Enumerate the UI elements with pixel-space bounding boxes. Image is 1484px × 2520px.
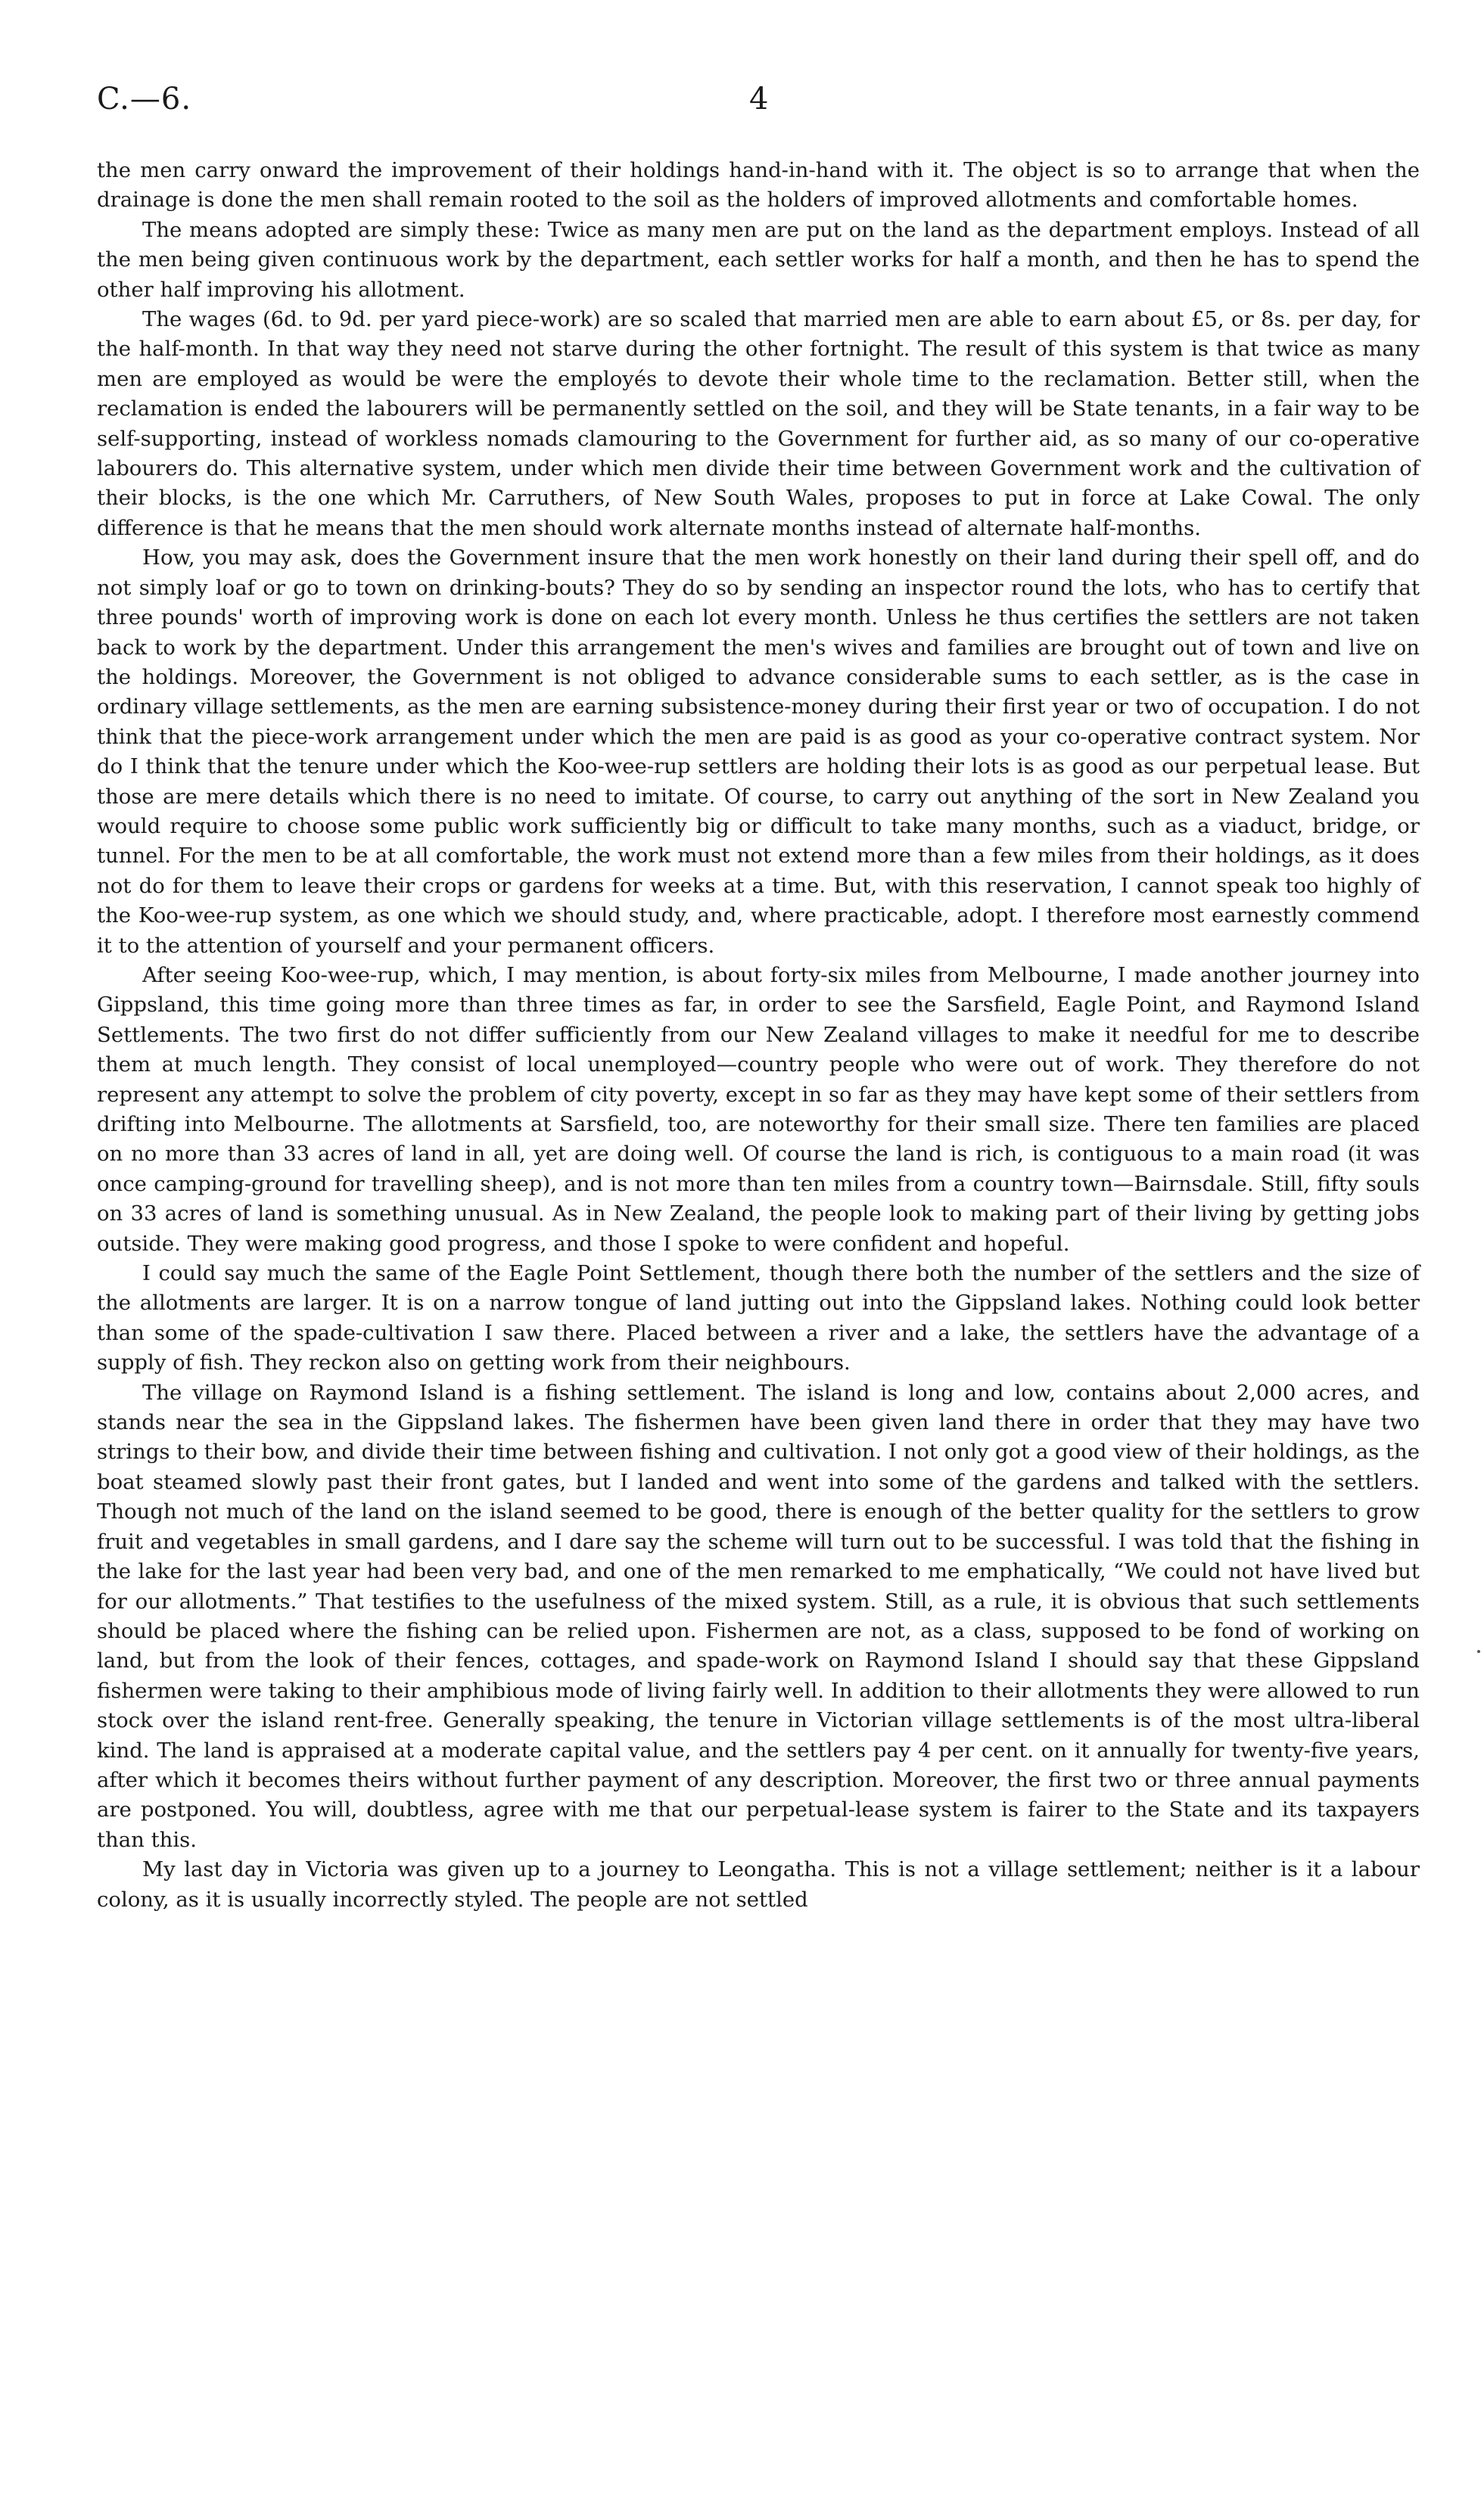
- paragraph: After seeing Koo-wee-rup, which, I may mention, is about forty-six miles from Melbourne, I made another journey into Gippsland, this time going more than three times as far, in order to see the Sarsfield, Eagle Point, and Raymond Island Settlements. The two first do not differ sufficiently from our New Zealand villages to make it needful for me to describe them at much length. They consist of local unemployed—country people who were out of work. They therefore do not represent any attempt to solve the problem of city poverty, except in so far as they may have kept some of their settlers from drifting into Melbourne. The allotments at Sarsfield, too, are noteworthy for their small size. There ten families are placed on no more than 33 acres of land in all, yet are doing well. Of course the land is rich, is contiguous to a main road (it was once camping-ground for travelling sheep), and is not more than ten miles from a country town—Bairnsdale. Still, fifty souls on 33 acres of land is something unusual. As in New Zealand, the people look to making part of their living by getting jobs outside. They were making good progress, and those I spoke to were confident and hopeful.: [97, 962, 1420, 1256]
- paragraph: I could say much the same of the Eagle Point Settlement, though there both the number of the settlers and the size of the allotments are larger. It is on a narrow tongue of land jutting out into the Gippsland lakes. Nothing could look better than some of the spade-cultivation I saw there. Placed between a river and a lake, the settlers have the advantage of a supply of fish. They reckon also on getting work from their neighbours.: [97, 1261, 1420, 1375]
- paragraph: The means adopted are simply these: Twice as many men are put on the land as the department employs. Instead of all the men being given continuous work by the department, each settler works for half a month, and then he has to spend the other half improving his allotment.: [97, 217, 1420, 302]
- paragraph: The village on Raymond Island is a fishing settlement. The island is long and low, contains about 2,000 acres, and stands near the sea in the Gippsland lakes. The fishermen have been given land there in order that they may have two strings to their bow, and divide their time between fishing and cultivation. I not only got a good view of their holdings, as the boat steamed slowly past their front gates, but I landed and went into some of the gardens and talked with the settlers. Though not much of the land on the island seemed to be good, there is enough of the better quality for the settlers to grow fruit and vegetables in small gardens, and I dare say the scheme will turn out to be successful. I was told that the fishing in the lake for the last year had been very bad, and one of the men remarked to me emphatically, “We could not have lived but for our allotments.” That testifies to the usefulness of the mixed system. Still, as a rule, it is obvious that such settlements should be placed where the fishing can be relied upon. Fishermen are not, as a class, supposed to be fond of working on land, but from the look of their fences, cottages, and spade-work on Raymond Island I should say that these Gippsland fishermen were taking to their amphibious mode of living fairly well. In addition to their allotments they were allowed to run stock over the island rent-free. Generally speaking, the tenure in Victorian village settlements is of the most ultra-liberal kind. The land is appraised at a moderate capital value, and the settlers pay 4 per cent. on it annually for twenty-five years, after which it becomes theirs without further payment of any description. Moreover, the first two or three annual payments are postponed. You will, doubtless, agree with me that our perpetual-lease system is fairer to the State and its taxpayers than this.: [97, 1380, 1420, 1852]
- margin-speck: [1477, 1650, 1480, 1653]
- document-reference: C.—6.: [97, 82, 192, 117]
- paragraph-last: My last day in Victoria was given up to a journey to Leongatha. This is not a village settlement; neither is it a labour colony, as it is usually incorrectly styled. The people are not settled: [97, 1857, 1420, 1912]
- body-text: [97, 156, 1420, 1915]
- paragraph: How, you may ask, does the Government insure that the men work honestly on their land during their spell off, and do not simply loaf or go to town on drinking-bouts? They do so by sending an inspector round the lots, who has to certify that three pounds' worth of improving work is done on each lot every month. Unless he thus certifies the settlers are not taken back to work by the department. Under this arrangement the men's wives and families are brought out of town and live on the holdings. Moreover, the Government is not obliged to advance considerable sums to each settler, as is the case in ordinary village settlements, as the men are earning subsistence-money during their first year or two of occupation. I do not think that the piece-work arrangement under which the men are paid is as good as your co-operative contract system. Nor do I think that the tenure under which the Koo-wee-rup settlers are holding their lots is as good as our perpetual lease. But those are mere details which there is no need to imitate. Of course, to carry out anything of the sort in New Zealand you would require to choose some public work sufficiently big or difficult to take many months, such as a viaduct, bridge, or tunnel. For the men to be at all comfortable, the work must not extend more than a few miles from their holdings, as it does not do for them to leave their crops or gardens for weeks at a time. But, with this reservation, I cannot speak too highly of the Koo-wee-rup system, as one which we should study, and, where practicable, adopt. I therefore most earnestly commend it to the attention of yourself and your permanent officers.: [97, 545, 1420, 958]
- paragraph-continued: the men carry onward the improvement of their holdings hand-in-hand with it. The object is so to arrange that when the drainage is done the men shall remain rooted to the soil as the holders of improved allotments and comfortable homes.: [97, 158, 1420, 213]
- paragraph: The wages (6d. to 9d. per yard piece-work) are so scaled that married men are able to earn about £5, or 8s. per day, for the half-month. In that way they need not starve during the other fortnight. The result of this system is that twice as many men are employed as would be were the employés to devote their whole time to the reclamation. Better still, when the reclamation is ended the labourers will be permanently settled on the soil, and they will be State tenants, in a fair way to be self-supporting, instead of workless nomads clamouring to the Government for further aid, as so many of our co-operative labourers do. This alternative system, under which men divide their time between Government work and the cultivation of their blocks, is the one which Mr. Carruthers, of New South Wales, proposes to put in force at Lake Cowal. The only difference is that he means that the men should work alternate months instead of alternate half-months.: [97, 307, 1420, 540]
- page-header: [97, 82, 1420, 127]
- page-number: 4: [749, 82, 769, 117]
